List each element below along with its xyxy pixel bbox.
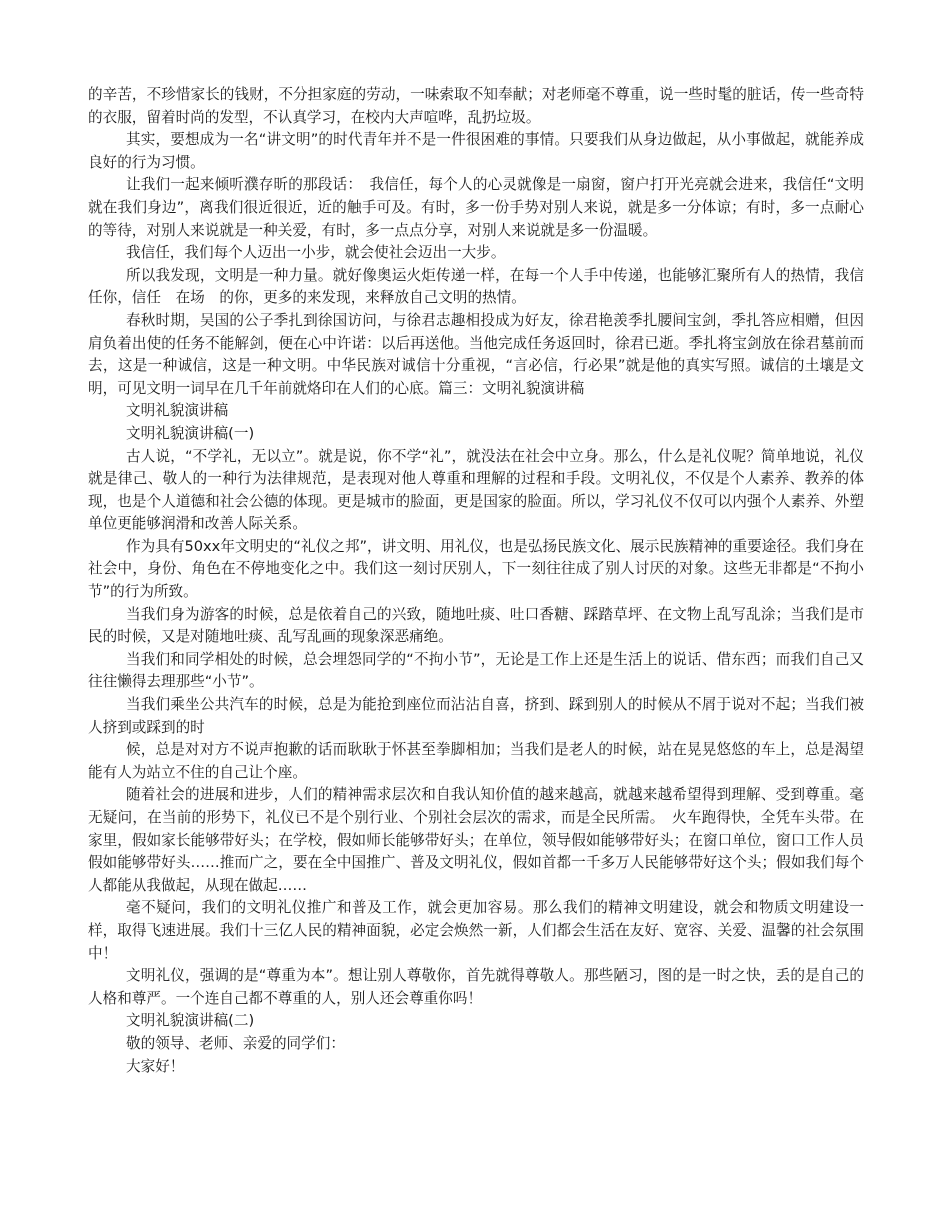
paragraph: 当我们身为游客的时候，总是依着自己的兴致，随地吐痰、吐口香糖、踩踏草坪、在文物上乱写乱涂；当我们是市民的时候，又是对随地吐痰、乱写乱画的现象深恶痛绝。: [88, 605, 864, 646]
paragraph: 所以我发现，文明是一种力量。就好像奥运火炬传递一样，在每一个人手中传递，也能够汇聚所有人的热情，我信任你，信任 在场 的你，更多的来发现，来释放自己文明的热情。: [88, 266, 864, 307]
paragraph: 我信任，我们每个人迈出一小步，就会使社会迈出一大步。: [126, 244, 506, 262]
section-subtitle: 文明礼貌演讲稿(一): [126, 424, 255, 442]
paragraph: 毫不疑问，我们的文明礼仪推广和普及工作，就会更加容易。那么我们的精神文明建设，就会和物质文明建设一样，取得飞速进展。我们十三亿人民的精神面貌，必定会焕然一新，人们都会生活在友好、宽容、关爱、温馨的社会氛围中！: [88, 899, 864, 962]
paragraph: 古人说，“不学礼，无以立”。就是说，你不学“礼”，就没法在社会中立身。那么，什么是礼仪呢？简单地说，礼仪就是律己、敬人的一种行为法律规范，是表现对他人尊重和理解的过程和手段。文明礼仪，不仅是个人素养、教养的体现，也是个人道德和社会公德的体现。更是城市的脸面，更是国家的脸面。所以，学习礼仪不仅可以内强个人素养、外塑单位更能够润滑和改善人际关系。: [88, 447, 864, 533]
paragraph: 当我们和同学相处的时候，总会埋怨同学的“不拘小节”，无论是工作上还是生活上的说话、借东西；而我们自己又往往懒得去理那些“小节”。: [88, 650, 864, 691]
greeting: 大家好！: [126, 1057, 185, 1075]
paragraph: 随着社会的进展和进步，人们的精神需求层次和自我认知价值的越来越高，就越来越希望得到理解、受到尊重。毫无疑问，在当前的形势下，礼仪已不是个别行业、个别社会层次的需求，而是全民所需。 火车跑得快，全凭车头带。在家里，假如家长能够带好头；在学校，假如师长能够带好头；在单位，领导假如能够带好头；在窗口单位，窗口工作人员假如能够带好头……推而广之，要在全中国推广、普及文明礼仪，假如首都一千多万人民能够带好这个头；假如我们每个人都能从我做起，从现在做起……: [88, 786, 864, 894]
paragraph: 作为具有50xx年文明史的“礼仪之邦”，讲文明、用礼仪，也是弘扬民族文化、展示民族精神的重要途径。我们身在社会中，身份、角色在不停地变化之中。我们这一刻讨厌别人，下一刻往往成了别人讨厌的对象。这些无非都是“不拘小节”的行为所致。: [88, 537, 864, 601]
paragraph: 候，总是对对方不说声抱歉的话而耿耿于怀甚至拳脚相加；当我们是老人的时候，站在晃晃悠悠的车上，总是渴望能有人为站立不住的自己让个座。: [88, 741, 864, 781]
paragraph: 当我们乘坐公共汽车的时候，总是为能抢到座位而沾沾自喜，挤到、踩到别人的时候从不屑于说对不起；当我们被人挤到或踩到的时: [88, 696, 864, 736]
section-title: 文明礼貌演讲稿: [126, 402, 229, 420]
paragraph: 其实，要想成为一名“讲文明”的时代青年并不是一件很困难的事情。只要我们从身边做起，从小事做起，就能养成良好的行为习惯。: [88, 131, 864, 171]
paragraph: 文明礼仪，强调的是“尊重为本”。想让别人尊敬你，首先就得尊敬人。那些陋习，图的是一时之快，丢的是自己的人格和尊严。一个连自己都不尊重的人，别人还会尊重你吗！: [88, 967, 864, 1007]
paragraph: 的辛苦，不珍惜家长的钱财，不分担家庭的劳动，一味索取不知奉献；对老师毫不尊重，说一些时髦的脏话，传一些奇特的衣服，留着时尚的发型，不认真学习，在校内大声喧哗，乱扔垃圾。: [88, 86, 864, 126]
section-subtitle: 文明礼貌演讲稿(二): [126, 1012, 255, 1030]
paragraph: 让我们一起来倾听濮存昕的那段话： 我信任，每个人的心灵就像是一扇窗，窗户打开光亮就会进来，我信任“文明就在我们身边”，离我们很近很近，近的触手可及。有时，多一份手势对别人来说，就是多一分体谅；有时，多一点耐心的等待，对别人来说就是一种关爱，有时，多一点点分享，对别人来说就是多一份温暖。: [88, 176, 864, 239]
salutation: 敬的领导、老师、亲爱的同学们：: [126, 1034, 345, 1052]
document-page: [88, 84, 864, 1078]
paragraph: 春秋时期，吴国的公子季扎到徐国访问，与徐君志趣相投成为好友，徐君艳羡季扎腰间宝剑，季扎答应相赠，但因肩负着出使的任务不能解剑，便在心中许诺：以后再送他。当他完成任务返回时，徐君已逝。季扎将宝剑放在徐君墓前而去，这是一种诚信，这是一种文明。中华民族对诚信十分重视，“言必信，行必果”就是他的真实写照。诚信的土壤是文明，可见文明一词早在几千年前就烙印在人们的心底。篇三：文明礼貌演讲稿: [88, 311, 864, 397]
